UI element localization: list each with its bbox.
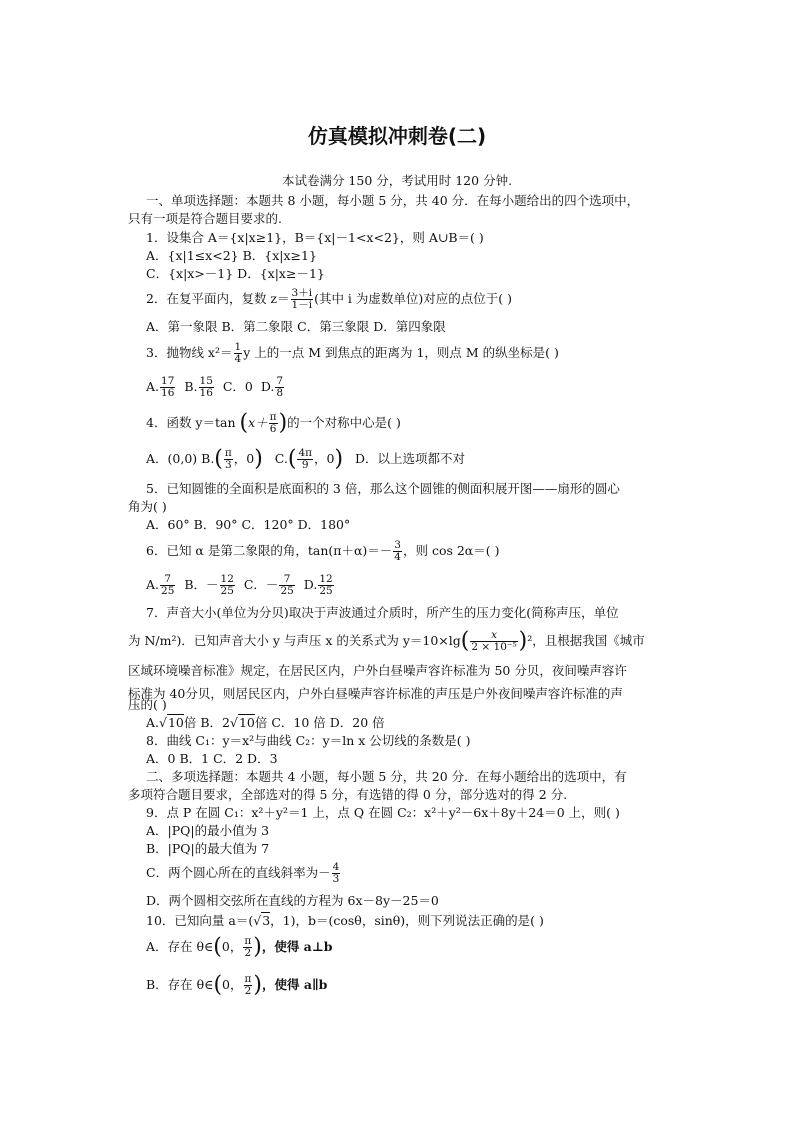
q6-opt-d-label: D. <box>303 577 318 592</box>
q3-opt-a-den: 16 <box>161 387 175 399</box>
q6-opt-a-den: 25 <box>161 585 175 597</box>
q3-opt-c: C．0 <box>222 379 253 394</box>
q6-opt-c-den: 25 <box>280 585 294 597</box>
q10-option-b: B．存在 θ∈(0， $\frac{\pi}{2}$ )，使得 a∥b <box>146 972 328 998</box>
q4-opt-c-label: C. <box>274 451 288 466</box>
q2-options: A．第一象限 B．第二象限 C．第三象限 D．第四象限 <box>146 319 446 334</box>
q7-opt-b-radicand: 10 <box>238 715 255 730</box>
q6-opt-b-label: B．－ <box>184 577 219 592</box>
q6-opt-d-fraction <box>318 574 333 597</box>
q3-opt-b-label: B. <box>184 379 198 394</box>
q9-option-a: A．|PQ|的最小值为 3 <box>146 823 270 838</box>
q7-opt-a-tail: 倍 B．2 <box>183 715 231 730</box>
q4-opt-c-num: 4π <box>298 447 313 459</box>
q7-stem-line1: 7．声音大小(单位为分贝)取决于声波通过介质时，所产生的压力变化(简称声压，单位 <box>146 605 619 620</box>
q4-fraction-num: π <box>269 411 277 423</box>
q7-stem-line5: 压的( ) <box>128 697 167 712</box>
q2-fraction-num: 3＋i <box>291 287 313 299</box>
q6-stem-post: ，则 cos 2α＝( ) <box>402 543 500 558</box>
q6-opt-c-num: 7 <box>279 574 294 586</box>
q6-opt-d-den: 25 <box>319 585 333 597</box>
q2-fraction-den: 1－i <box>291 299 313 311</box>
q6-opt-c-label: C．－ <box>243 577 279 592</box>
q10-option-a: A．存在 θ∈(0， $\frac{\pi}{2}$ )，使得 a⊥b <box>146 934 333 960</box>
q6-stem-pre: 6．已知 α 是第二象限的角，tan(π＋α)＝－ <box>146 543 393 558</box>
q9-option-c <box>146 862 341 885</box>
q3-opt-b-num: 15 <box>199 375 213 387</box>
q4-options: A．(0,0) B.( $\frac{\pi}{3}$ ，0) C.( $\frac{4\pi}{9}$ ，0) D．以上选项都不对 <box>146 446 466 472</box>
q6-opt-a-num: 7 <box>160 574 175 586</box>
q9-stem: 9．点 P 在圆 C₁：x²＋y²＝1 上，点 Q 在圆 C₂：x²＋y²－6x＋8y＋24＝0 上，则( ) <box>146 805 620 820</box>
q5-stem-line1: 5．已知圆锥的全面积是底面积的 3 倍，那么这个圆锥的侧面积展开图——扇形的圆心 <box>146 481 620 496</box>
q1-stem: 1．设集合 A＝{x|x≥1}，B＝{x|－1<x<2}，则 A∪B＝( ) <box>146 230 484 245</box>
q10-opt-a-den: 2 <box>244 947 252 959</box>
q4-stem-post: 的一个对称中心是( ) <box>287 415 401 430</box>
q9-option-b: B．|PQ|的最大值为 7 <box>146 841 270 856</box>
q3-opt-d-num: 7 <box>276 375 284 387</box>
q10-opt-b-den: 2 <box>244 985 252 997</box>
q7-line2-pre: 为 N/m²)．已知声音大小 y 与声压 x 的关系式为 y＝10×lg <box>128 633 461 648</box>
q3-opt-d-den: 8 <box>276 387 284 399</box>
q10-stem-pre: 10．已知向量 a＝( <box>146 913 254 928</box>
q10-stem: 10．已知向量 a＝(√3，1)，b＝(cosθ，sinθ)，则下列说法正确的是( ) <box>146 913 544 928</box>
section1-heading-line1: 一、单项选择题：本题共 8 小题，每小题 5 分，共 40 分．在每小题给出的四个选项中， <box>146 193 640 208</box>
q4-opt-b-num: π <box>224 447 232 459</box>
q7-stem-line4: 标准为 40分贝，则居民区内，户外白昼噪声容许标准的声压是户外夜间噪声容许标准的声 <box>128 686 623 701</box>
q4-opt-d: D．以上选项都不对 <box>355 451 466 466</box>
q9-option-d: D．两个圆相交弦所在直线的方程为 6x－8y－25＝0 <box>146 893 439 908</box>
q3-opt-b-fraction <box>199 376 214 399</box>
q1-options-cd: C．{x|x>－1} D．{x|x≥－1} <box>146 266 325 281</box>
q10-opt-b-inner: 0， <box>222 977 243 992</box>
q6-opt-b-num: 12 <box>220 573 234 585</box>
q10-opt-a-pre: A．存在 θ∈ <box>146 939 214 954</box>
q10-opt-a-num: π <box>244 935 252 947</box>
q6-stem <box>146 540 499 563</box>
q7-opt-a-radicand: 10 <box>167 715 184 730</box>
q10-opt-b-num: π <box>244 973 252 985</box>
q6-opt-a-fraction <box>160 574 175 597</box>
q9-opt-c-fraction <box>332 862 341 885</box>
q2-stem-pre: 2．在复平面内，复数 z＝ <box>146 291 290 306</box>
q7-fraction-num: x <box>470 630 517 642</box>
q10-opt-b-post: ，使得 a∥b <box>262 977 328 992</box>
q10-opt-b-pre: B．存在 θ∈ <box>146 977 214 992</box>
q3-opt-a-fraction <box>160 376 175 399</box>
q3-fraction <box>234 342 243 365</box>
q3-options <box>146 376 285 399</box>
q7-stem-line3: 区域环境噪音标准》规定，在居民区内，户外白昼噪声容许标准为 50 分贝，夜间噪声容许 <box>128 663 627 678</box>
q6-fraction-num: 3 <box>394 539 401 551</box>
q6-fraction-den: 4 <box>394 551 401 563</box>
q7-stem-line2: 为 N/m²)．已知声音大小 y 与声压 x 的关系式为 y＝10×lg( $\frac{x}{\text{2 × 10⁻⁵}}$ )²，且根据我国《城市 <box>128 628 645 654</box>
q3-fraction-num: 1 <box>234 341 242 353</box>
q9-opt-c-den: 3 <box>332 873 340 885</box>
q3-fraction-den: 4 <box>234 353 242 365</box>
q6-opt-b-fraction <box>220 574 235 597</box>
section2-heading-line1: 二、多项选择题：本题共 4 小题，每小题 5 分，共 20 分．在每小题给出的选项中，有 <box>146 769 627 784</box>
q9-opt-c-pre: C．两个圆心所在的直线斜率为－ <box>146 865 331 880</box>
q4-fraction-den: 6 <box>269 423 277 435</box>
q10-stem-radicand: 3 <box>262 913 271 928</box>
q1-options-ab: A．{x|1≤x<2} B．{x|x≥1} <box>146 248 317 263</box>
q2-stem-post: (其中 i 为虚数单位)对应的点位于( ) <box>314 291 512 306</box>
q4-opt-c-fraction <box>297 448 313 471</box>
q4-opt-a: A．(0,0) B. <box>146 451 215 466</box>
q3-opt-a-num: 17 <box>161 375 175 387</box>
q4-stem-pre: 4．函数 y＝tan <box>146 415 236 430</box>
q5-stem-line2: 角为( ) <box>128 499 167 514</box>
section1-heading-line2: 只有一项是符合题目要求的. <box>128 211 282 226</box>
q4-opt-c-tail: ，0 <box>314 451 335 466</box>
q7-line2-post: ²，且根据我国《城市 <box>527 633 645 648</box>
q7-opt-b-tail: 倍 C．10 倍 D．20 倍 <box>254 715 385 730</box>
q7-opt-a: A. <box>146 715 160 730</box>
q4-opt-b-fraction <box>224 448 233 471</box>
q10-opt-a-fraction <box>243 936 252 959</box>
q7-fraction-den: 2 × 10⁻⁵ <box>471 641 517 653</box>
q4-stem-inner: x＋ <box>248 415 268 430</box>
q3-stem-pre: 3．抛物线 x²＝ <box>146 345 233 360</box>
q4-opt-b-den: 3 <box>225 459 232 471</box>
q3-opt-d-fraction <box>275 376 284 399</box>
q9-opt-c-num: 4 <box>332 861 340 873</box>
q3-stem-post: y 上的一点 M 到焦点的距离为 1，则点 M 的纵坐标是( ) <box>243 345 559 360</box>
q3-opt-a-label: A. <box>146 379 160 394</box>
section2-heading-line2: 多项符合题目要求，全部选对的得 5 分，有选错的得 0 分，部分选对的得 2 分. <box>128 787 568 802</box>
q6-opt-d-num: 12 <box>319 573 333 585</box>
exam-intro: 本试卷满分 150 分，考试用时 120 分钟. <box>281 173 513 188</box>
q10-opt-a-inner: 0， <box>221 939 243 954</box>
q6-opt-a-label: A. <box>146 577 160 592</box>
q4-opt-b-tail: ，0 <box>233 451 255 466</box>
q7-options: A.√10倍 B．2√10倍 C．10 倍 D．20 倍 <box>146 715 385 730</box>
q8-options: A．0 B．1 C．2 D．3 <box>146 751 278 766</box>
q5-options: A．60° B．90° C．120° D．180° <box>146 517 351 532</box>
q10-opt-a-post: ，使得 a⊥b <box>261 939 333 954</box>
q4-fraction <box>269 412 278 435</box>
q2-fraction <box>291 288 314 311</box>
q6-fraction <box>393 540 402 563</box>
q3-opt-b-den: 16 <box>199 387 213 399</box>
q10-stem-post: ，1)，b＝(cosθ，sinθ)，则下列说法正确的是( ) <box>270 913 544 928</box>
q8-stem: 8．曲线 C₁：y＝x²与曲线 C₂：y＝ln x 公切线的条数是( ) <box>146 733 471 748</box>
q6-options <box>146 574 335 597</box>
q10-opt-b-fraction <box>244 974 253 997</box>
q2-stem <box>146 288 512 311</box>
q4-opt-c-den: 9 <box>301 459 309 471</box>
q6-opt-c-fraction <box>279 574 294 597</box>
q7-fraction <box>470 630 517 653</box>
q3-stem <box>146 342 559 365</box>
q4-stem: 4．函数 y＝tan (x＋ $\frac{\pi}{6}$ )的一个对称中心是( ) <box>146 410 401 436</box>
q3-opt-d-label: D. <box>260 379 275 394</box>
q6-opt-b-den: 25 <box>220 585 234 597</box>
page-title: 仿真模拟冲刺卷(二) <box>307 124 487 148</box>
